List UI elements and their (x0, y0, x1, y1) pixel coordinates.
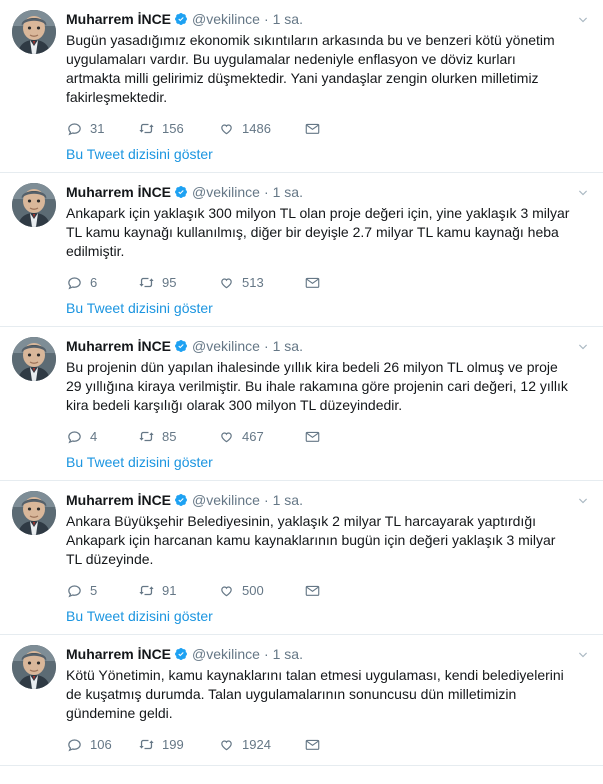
tweet-header (66, 10, 573, 28)
reply-count: 31 (90, 120, 105, 136)
tweet-header (66, 337, 573, 355)
like-count: 513 (242, 274, 264, 290)
show-thread-link[interactable]: Bu Tweet dizisini göster (66, 146, 213, 162)
tweet-body (66, 183, 591, 326)
user-handle[interactable]: @vekilince (192, 184, 260, 200)
retweet-count: 199 (162, 736, 184, 752)
tweet-3[interactable] (0, 327, 603, 481)
separator-dot: · (263, 492, 269, 508)
retweet-button[interactable] (138, 736, 218, 753)
chevron-down-icon[interactable] (575, 185, 591, 201)
avatar[interactable] (12, 645, 56, 689)
avatar[interactable] (12, 10, 56, 54)
verified-badge-icon (174, 339, 188, 353)
tweet-inner (12, 645, 591, 765)
reply-button[interactable] (66, 736, 138, 753)
like-count: 1924 (242, 736, 271, 752)
heart-icon (218, 274, 235, 291)
heart-icon (218, 428, 235, 445)
retweet-count: 156 (162, 120, 184, 136)
direct-message-button[interactable] (304, 120, 334, 137)
direct-message-button[interactable] (304, 736, 334, 753)
tweet-body (66, 337, 591, 480)
avatar[interactable] (12, 183, 56, 227)
separator-dot: · (263, 184, 269, 200)
reply-count: 106 (90, 736, 112, 752)
like-button[interactable] (218, 274, 304, 291)
tweet-header (66, 183, 573, 201)
reply-button[interactable] (66, 428, 138, 445)
retweet-icon (138, 274, 155, 291)
tweet-body (66, 10, 591, 172)
tweet-5[interactable] (0, 635, 603, 766)
tweet-1[interactable] (0, 0, 603, 173)
tweet-inner (12, 491, 591, 634)
retweet-icon (138, 736, 155, 753)
tweet-text: Bugün yasadığımız ekonomik sıkıntıların arkasında bu ve benzeri kötü yönetim uygulamaları vardır. Bu uygulamalar nedeniyle enflasyon ve döviz kurları artmakta milli gelirimiz düşmektedir. Yani yandaşlar zengin olurken milletimiz fakirleşmektedir. (66, 32, 555, 105)
tweet-header (66, 645, 573, 663)
timestamp[interactable]: 1 sa. (272, 338, 303, 354)
reply-button[interactable] (66, 274, 138, 291)
envelope-icon (304, 736, 321, 753)
timestamp[interactable]: 1 sa. (272, 184, 303, 200)
like-button[interactable] (218, 736, 304, 753)
show-thread-link[interactable]: Bu Tweet dizisini göster (66, 300, 213, 316)
verified-badge-icon (174, 493, 188, 507)
tweet-text: Ankara Büyükşehir Belediyesinin, yaklaşık 2 milyar TL harcayarak yaptırdığı Ankapark için harcanan kamu kaynaklarının bugün için değeri yaklaşık 3 milyar TL düzeyinde. (66, 513, 556, 567)
retweet-icon (138, 582, 155, 599)
verified-badge-icon (174, 12, 188, 26)
display-name[interactable]: Muharrem İNCE (66, 11, 172, 27)
tweet-body (66, 491, 591, 634)
heart-icon (218, 582, 235, 599)
avatar[interactable] (12, 337, 56, 381)
retweet-button[interactable] (138, 274, 218, 291)
tweet-actions (66, 578, 573, 602)
reply-icon (66, 428, 83, 445)
direct-message-button[interactable] (304, 274, 334, 291)
envelope-icon (304, 428, 321, 445)
retweet-count: 91 (162, 582, 177, 598)
like-button[interactable] (218, 428, 304, 445)
like-button[interactable] (218, 120, 304, 137)
tweet-actions (66, 424, 573, 448)
tweet-inner (12, 10, 591, 172)
reply-count: 4 (90, 428, 98, 444)
separator-dot: · (263, 646, 269, 662)
reply-count: 6 (90, 274, 98, 290)
separator-dot: · (263, 11, 269, 27)
tweet-actions (66, 732, 573, 756)
timestamp[interactable]: 1 sa. (272, 11, 303, 27)
timestamp[interactable]: 1 sa. (272, 646, 303, 662)
reply-button[interactable] (66, 582, 138, 599)
like-count: 500 (242, 582, 264, 598)
reply-button[interactable] (66, 120, 138, 137)
tweet-body (66, 645, 591, 765)
tweet-inner (12, 183, 591, 326)
retweet-count: 85 (162, 428, 177, 444)
retweet-button[interactable] (138, 120, 218, 137)
user-handle[interactable]: @vekilince (192, 338, 260, 354)
reply-icon (66, 274, 83, 291)
envelope-icon (304, 274, 321, 291)
tweet-actions (66, 116, 573, 140)
verified-badge-icon (174, 185, 188, 199)
display-name[interactable]: Muharrem İNCE (66, 646, 172, 662)
retweet-count: 95 (162, 274, 177, 290)
reply-count: 5 (90, 582, 98, 598)
user-handle[interactable]: @vekilince (192, 11, 260, 27)
retweet-icon (138, 120, 155, 137)
like-count: 1486 (242, 120, 271, 136)
like-count: 467 (242, 428, 264, 444)
tweet-inner (12, 337, 591, 480)
separator-dot: · (263, 338, 269, 354)
reply-icon (66, 582, 83, 599)
tweet-text: Kötü Yönetimin, kamu kaynaklarını talan etmesi uygulaması, kendi belediyelerini de kuşatmış durumda. Talan uygulamalarının sonuncusu dün milletimizin gündemine geldi. (66, 667, 564, 721)
tweet-header (66, 491, 573, 509)
bottom-spacer (66, 756, 573, 765)
display-name[interactable]: Muharrem İNCE (66, 492, 172, 508)
chevron-down-icon[interactable] (575, 647, 591, 663)
user-handle[interactable]: @vekilince (192, 646, 260, 662)
display-name[interactable]: Muharrem İNCE (66, 338, 172, 354)
show-thread-link[interactable]: Bu Tweet dizisini göster (66, 608, 213, 624)
avatar[interactable] (12, 491, 56, 535)
envelope-icon (304, 120, 321, 137)
reply-icon (66, 120, 83, 137)
retweet-button[interactable] (138, 582, 218, 599)
tweet-actions (66, 270, 573, 294)
heart-icon (218, 736, 235, 753)
display-name[interactable]: Muharrem İNCE (66, 184, 172, 200)
tweet-text: Bu projenin dün yapılan ihalesinde yıllık kira bedeli 26 milyon TL olmuş ve proje 29 yıllığına kiraya verilmiştir. Bu ihale rakamına göre projenin cari değeri, 12 yıllık kira bedeli karşılığı olarak 300 milyon TL düzeyindedir. (66, 359, 568, 413)
tweet-text: Ankapark için yaklaşık 300 milyon TL olan proje değeri için, yine yaklaşık 3 milyar TL kamu kaynağı kullanılmış, diğer bir deyişle 2.7 milyar TL kamu kaynağı heba edilmiştir. (66, 205, 570, 259)
tweet-4[interactable] (0, 481, 603, 635)
chevron-down-icon[interactable] (575, 12, 591, 28)
verified-badge-icon (174, 647, 188, 661)
retweet-icon (138, 428, 155, 445)
tweet-2[interactable] (0, 173, 603, 327)
like-button[interactable] (218, 582, 304, 599)
retweet-button[interactable] (138, 428, 218, 445)
heart-icon (218, 120, 235, 137)
timestamp[interactable]: 1 sa. (272, 492, 303, 508)
chevron-down-icon[interactable] (575, 339, 591, 355)
user-handle[interactable]: @vekilince (192, 492, 260, 508)
show-thread-link[interactable]: Bu Tweet dizisini göster (66, 454, 213, 470)
direct-message-button[interactable] (304, 582, 334, 599)
chevron-down-icon[interactable] (575, 493, 591, 509)
direct-message-button[interactable] (304, 428, 334, 445)
envelope-icon (304, 582, 321, 599)
reply-icon (66, 736, 83, 753)
